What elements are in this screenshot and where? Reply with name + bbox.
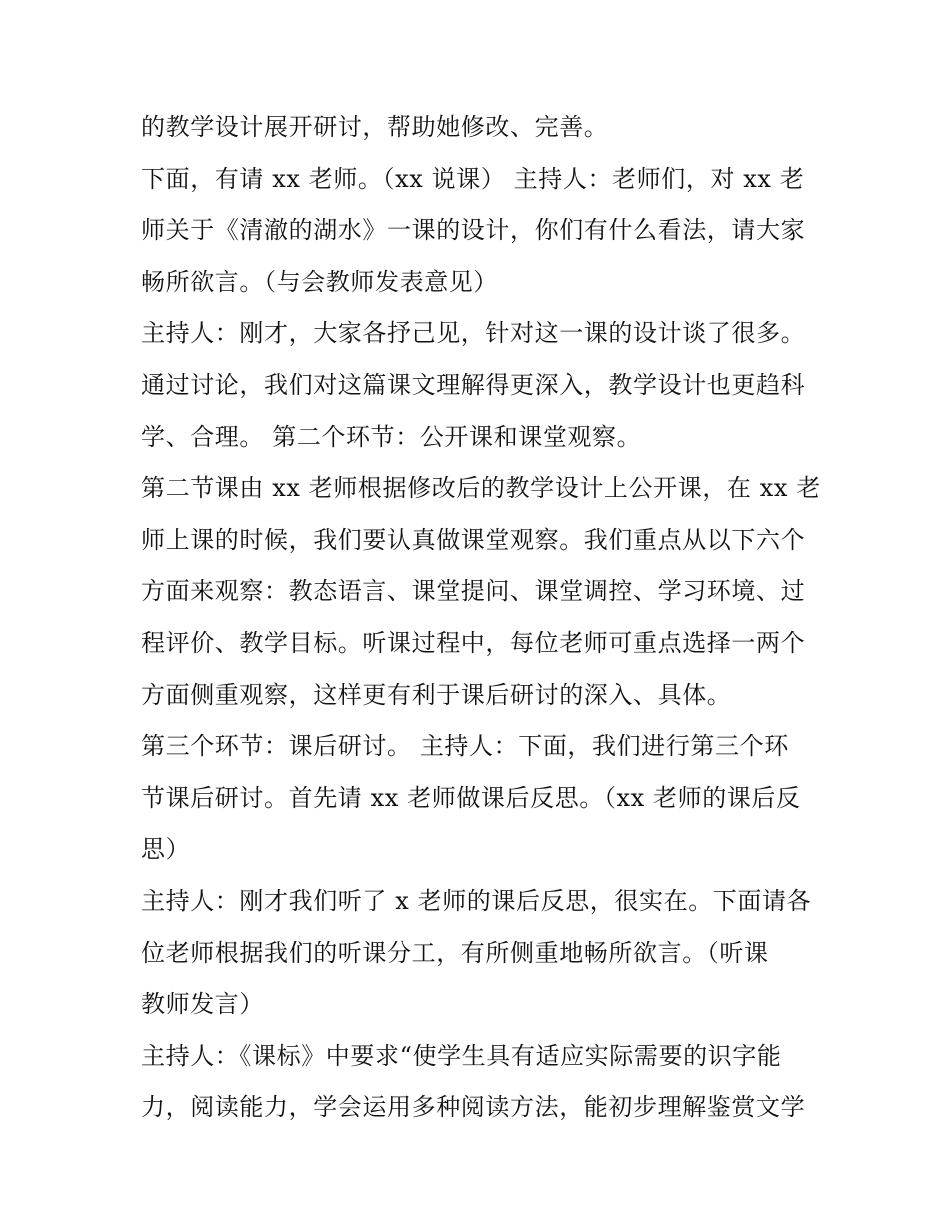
text-line: 方面来观察：教态语言、课堂提问、课堂调控、学习环境、过 <box>141 577 806 606</box>
text-line: 师关于《清澈的湖水》一课的设计，你们有什么看法，请大家 <box>141 216 806 245</box>
text-line: 第二节课由 xx 老师根据修改后的教学设计上公开课，在 xx 老 <box>141 474 821 503</box>
text-line: 主持人：刚才我们听了 x 老师的课后反思，很实在。下面请各 <box>141 886 812 915</box>
text-line: 方面侧重观察，这样更有利于课后研讨的深入、具体。 <box>141 680 732 709</box>
text-line: 通过讨论，我们对这篇课文理解得更深入，教学设计也更趋科 <box>141 370 806 399</box>
text-line: 节课后研讨。首先请 xx 老师做课后反思。（xx 老师的课后反 <box>141 783 801 812</box>
text-line: 第三个环节：课后研讨。 主持人：下面，我们进行第三个环 <box>141 732 789 761</box>
text-line: 主持人：刚才，大家各抒己见，针对这一课的设计谈了很多。 <box>141 319 806 348</box>
document-body <box>141 102 821 1134</box>
text-line: 下面，有请 xx 老师。（xx 说课） 主持人：老师们，对 xx 老 <box>141 164 805 193</box>
text-line: 位老师根据我们的听课分工，有所侧重地畅所欲言。（听课 <box>141 938 769 967</box>
text-line: 思） <box>141 835 191 864</box>
text-line: 主持人：《课标》中要求“使学生具有适应实际需要的识字能 <box>141 1041 782 1070</box>
text-line: 师上课的时候，我们要认真做课堂观察。我们重点从以下六个 <box>141 525 806 554</box>
text-line: 的教学设计展开研讨，帮助她修改、完善。 <box>141 113 609 141</box>
text-line: 力，阅读能力，学会运用多种阅读方法，能初步理解鉴赏文学 <box>141 1093 806 1122</box>
text-line: 教师发言） <box>141 990 264 1019</box>
text-line: 学、合理。 第二个环节：公开课和课堂观察。 <box>141 422 642 451</box>
text-line: 程评价、教学目标。听课过程中，每位老师可重点选择一两个 <box>141 628 806 657</box>
text-line: 畅所欲言。（与会教师发表意见） <box>141 267 498 296</box>
